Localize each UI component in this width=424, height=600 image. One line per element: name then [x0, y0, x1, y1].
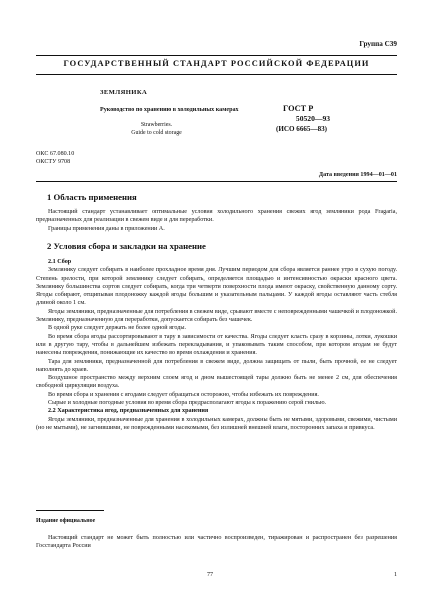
- section-2-paragraph: Во время сбора ягоды рассортировывают в тару в зависимости от качества. Ягоды следует класть сразу в корзины, лотки, лукошки или в другую тару, чтобы в дальнейшем избежать перекладывания, и упаковывать таким способом, при котором ягодам не будут нанесены повреждения, понижающие их качество во время охлаждения и хранения.: [36, 333, 397, 357]
- english-title-line2: Guide to cold storage: [131, 130, 182, 136]
- iso-code: (ИСО 6665—83): [276, 125, 328, 133]
- okc-code: ОКС 67.080.10: [36, 151, 75, 157]
- section-2-paragraph: Сырые и холодные погодные условия во время сбора предрасполагают ягоды к поражению серой гнилью.: [48, 400, 327, 407]
- section-2-paragraph: Воздушное пространство между верхним слоем ягод и дном вышестоящей тары должно быть не менее 2 см, для обеспечения свободной циркуляции воздуха.: [36, 375, 397, 390]
- section-1-heading: 1 Область применения: [47, 192, 137, 202]
- section-1-paragraph: Настоящий стандарт устанавливает оптимальные условия холодильного хранения свежих ягод земляники рода Fragaria, предназначенных для реализации в свежем виде и для переработки.: [36, 209, 397, 224]
- page-number-center: 77: [207, 572, 214, 578]
- section-1-body: [36, 208, 397, 233]
- copyright-text: Настоящий стандарт не может быть полностью или частично воспроизведен, тиражирован и распространен без разрешения Госстандарта России: [36, 535, 397, 550]
- section-2-paragraph: Тара для земляники, предназначенной для потребления в свежем виде, должна защищать от пыли, быть прочной, ее не следует наполнять до краев.: [36, 358, 397, 373]
- official-edition-label: Издание официальное: [36, 518, 96, 524]
- subsection-heading: 2.2 Характеристика ягод, предназначенных для хранения: [48, 408, 209, 415]
- section-2-paragraph: Во время сбора и хранения с ягодами следует обращаться осторожно, чтобы избежать их повреждения.: [48, 391, 319, 398]
- subsection-heading: 2.1 Сбор: [48, 259, 72, 265]
- page-number-right: 1: [393, 572, 397, 578]
- introduction-date: Дата введения 1994—01—01: [318, 172, 397, 178]
- section-2-paragraph: Землянику следует собирать в наиболее прохладное время дня. Лучшим периодом для сбора является раннее утро в сухую погоду. Степень зрелости, при которой землянику следует собирать, определяется площадью и интенсивностью окраски красного цвета. Землянику большинства сортов следует собирать, когда три четверти поверхности плода имеют окраску, свойственную данному сорту. Ягоды собирают, отщипывая плодоножку каждой ягоды большим и указательным пальцами. У каждой ягоды оставляют часть стебля длиной около 1 см.: [36, 267, 397, 307]
- copyright-notice: [36, 534, 397, 551]
- footnote-rule: [36, 510, 104, 511]
- top-rule: [36, 55, 397, 56]
- gost-label: ГОСТ Р: [283, 104, 314, 113]
- title-rule: [36, 74, 397, 75]
- section-2-paragraph: В одной руке следует держать не более одной ягоды.: [48, 325, 186, 332]
- section-2-body: [36, 258, 397, 432]
- standard-title: ГОСУДАРСТВЕННЫЙ СТАНДАРТ РОССИЙСКОЙ ФЕДЕРАЦИИ: [63, 59, 370, 68]
- section-2-paragraph: Ягоды земляники, предназначенные для хранения в холодильных камерах, должны быть не мятыми, здоровыми, свежими, чистыми (но не мытыми), не загнившими, не поврежденными насекомыми, без излишней внешней влаги, посторонних запаха и привкуса.: [36, 416, 397, 431]
- document-name: Руководство по хранению в холодильных камерах: [100, 107, 239, 113]
- section-2-heading: 2 Условия сбора и закладки на хранение: [47, 241, 206, 251]
- gost-code: 50520—93: [295, 114, 331, 123]
- english-title-line1: Strawberries.: [140, 122, 173, 128]
- product-name: ЗЕМЛЯНИКА: [100, 89, 148, 96]
- okstu-code: ОКСТУ 9708: [36, 159, 71, 165]
- group-code: Группа С39: [359, 40, 397, 48]
- section-2-paragraph: Ягоды земляники, предназначенные для потребления в свежем виде, срывают вместе с неповрежденными чашечкой и плодоножкой. Землянику, предназначенную для переработки, допускается собирать без чашечек.: [36, 308, 397, 324]
- date-rule: [36, 181, 397, 182]
- section-1-paragraph: Границы применения даны в приложении А.: [48, 225, 165, 232]
